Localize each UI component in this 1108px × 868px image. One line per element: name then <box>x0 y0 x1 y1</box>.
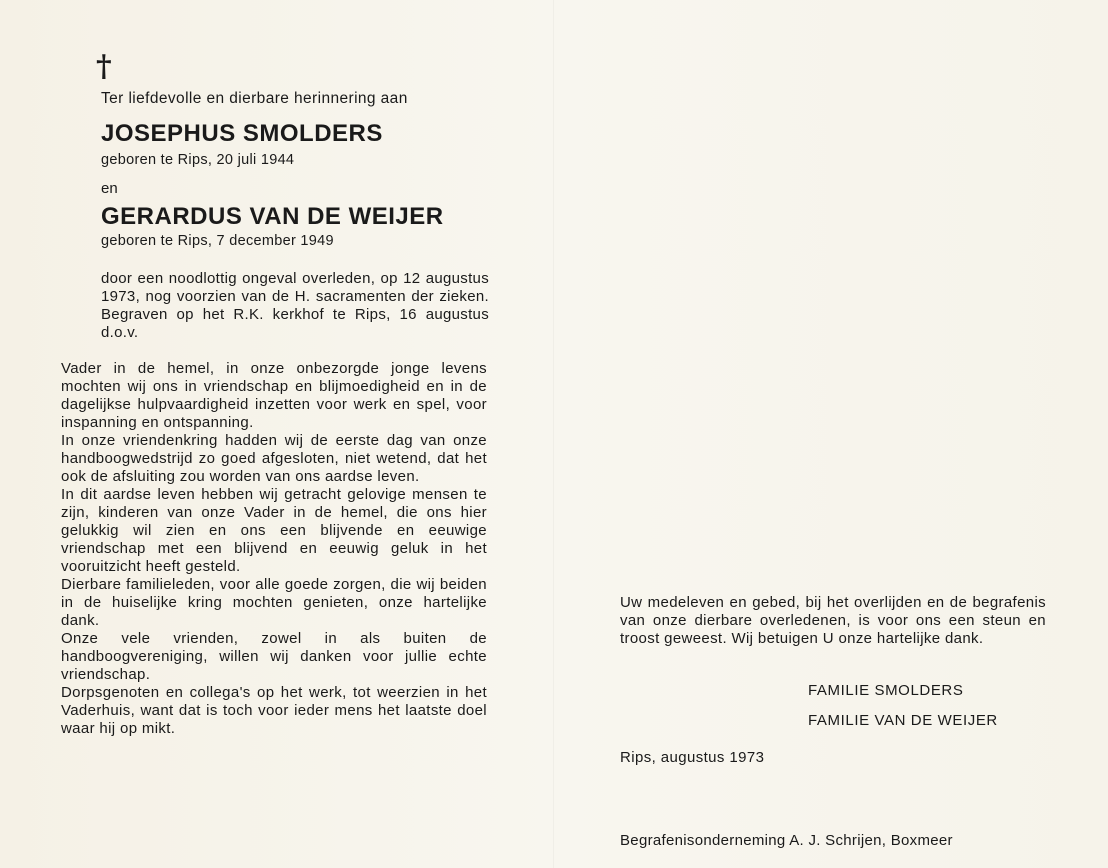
deceased-name-1: JOSEPHUS SMOLDERS <box>101 120 383 147</box>
card-fold <box>553 0 554 868</box>
prayer-text <box>61 360 487 738</box>
death-notice: door een noodlottig ongeval overleden, op 12 augustus 1973, nog voorzien van de H. sacramenten der zieken. Begraven op het R.K. kerkhof te Rips, 16 augustus d.o.v. <box>101 270 489 341</box>
prayer-paragraph: Vader in de hemel, in onze onbezorgde jonge levens mochten wij ons in vriendschap en blijmoedigheid en in de dagelijkse hulpvaardigheid inzetten voor werk en spel, voor inspanning en ontspanning. <box>61 360 487 431</box>
prayer-paragraph: In onze vriendenkring hadden wij de eerste dag van onze handboogwedstrijd zo goed afgesloten, niet wetend, dat het ook de afsluiting zou worden van ons aardse leven. <box>61 432 487 485</box>
birth-info-1: geboren te Rips, 20 juli 1944 <box>101 152 295 168</box>
intro-text: Ter liefdevolle en dierbare herinnering aan <box>101 90 408 107</box>
place-date: Rips, augustus 1973 <box>620 749 765 766</box>
prayer-paragraph: In dit aardse leven hebben wij getracht gelovige mensen te zijn, kinderen van onze Vader in de hemel, die ons hier gelukkig wil zien en ons een blijvende en eeuwige vriendschap met een blijvend en eeuwig geluk in het vooruitzicht heeft gesteld. <box>61 486 487 575</box>
cross-icon: † <box>96 49 112 84</box>
deceased-name-2: GERARDUS VAN DE WEIJER <box>101 203 444 230</box>
undertaker-credit: Begrafenisonderneming A. J. Schrijen, Boxmeer <box>620 832 953 849</box>
thanks-text: Uw medeleven en gebed, bij het overlijden en de begrafenis van onze dierbare overledenen, is voor ons een steun en troost geweest. Wij betuigen U onze hartelijke dank. <box>620 594 1046 647</box>
prayer-paragraph: Dorpsgenoten en collega's op het werk, tot weerzien in het Vaderhuis, want dat is toch voor ieder mens het laatste doel waar hij op mikt. <box>61 684 487 737</box>
prayer-paragraph: Dierbare familieleden, voor alle goede zorgen, die wij beiden in de huiselijke kring mochten genieten, onze hartelijke dank. <box>61 576 487 629</box>
family-signature-1: FAMILIE SMOLDERS <box>808 682 964 699</box>
conjunction: en <box>101 180 118 197</box>
prayer-paragraph: Onze vele vrienden, zowel in als buiten de handboogvereniging, willen wij danken voor jullie echte vriendschap. <box>61 630 487 683</box>
family-signature-2: FAMILIE VAN DE WEIJER <box>808 712 998 729</box>
birth-info-2: geboren te Rips, 7 december 1949 <box>101 233 334 249</box>
